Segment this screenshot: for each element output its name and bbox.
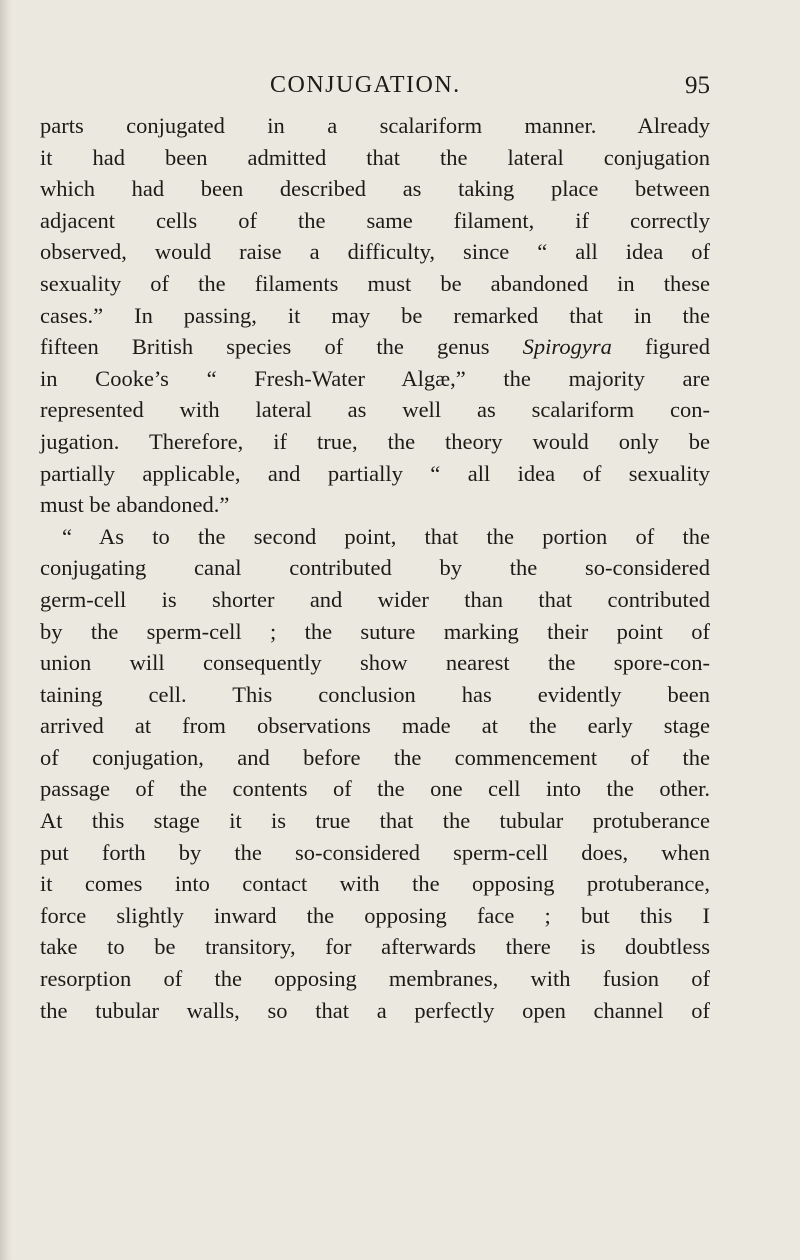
text-line: observed, would raise a difficulty, since “ all idea of (40, 239, 710, 265)
text-line: parts conjugated in a scalariform manner. Already (40, 113, 710, 138)
text-line: resorption of the opposing membranes, with fusion of (40, 966, 710, 992)
book-spine-edge (0, 0, 12, 1260)
text-line: jugation. Therefore, if true, the theory would only be (40, 428, 710, 454)
text-line: force slightly inward the opposing face ; but this I (40, 902, 710, 928)
text-line: union will consequently show nearest the spore-con- (40, 650, 710, 676)
text-line: conjugating canal contributed by the so-considered (40, 555, 710, 581)
text-line: germ-cell is shorter and wider than that contributed (40, 586, 710, 612)
text-line: passage of the contents of the one cell into the other. (40, 776, 710, 802)
text-line: partially applicable, and partially “ all idea of sexuality (40, 460, 710, 486)
text-line: At this stage it is true that the tubular protuberance (40, 808, 710, 834)
text-line: represented with lateral as well as scalariform con- (40, 397, 710, 423)
text-line: it had been admitted that the lateral conjugation (40, 144, 710, 170)
text-line: must be abandoned.” (40, 492, 230, 518)
book-page (40, 0, 770, 1260)
text-line: “ As to the second point, that the portion of the (62, 523, 710, 549)
body-text (40, 110, 710, 1026)
running-head (40, 72, 710, 112)
text-line: of conjugation, and before the commencement of the (40, 744, 710, 770)
text-line: it comes into contact with the opposing protuberance, (40, 871, 710, 897)
page-number: 95 (685, 72, 710, 99)
genus-name: Spirogyra (522, 334, 612, 360)
text-line: adjacent cells of the same filament, if correctly (40, 207, 710, 233)
text-line: taining cell. This conclusion has evidently been (40, 681, 710, 707)
text-segment: figured (611, 334, 710, 360)
text-line: arrived at from observations made at the early stage (40, 713, 710, 739)
running-title: CONJUGATION. (270, 72, 461, 98)
text-line: the tubular walls, so that a perfectly open channel of (40, 997, 710, 1023)
text-line: which had been described as taking place between (40, 176, 710, 202)
text-line: in Cooke’s “ Fresh-Water Algæ,” the majority are (40, 365, 710, 391)
text-line (40, 331, 710, 363)
text-line: sexuality of the filaments must be abandoned in these (40, 270, 710, 296)
text-line: cases.” In passing, it may be remarked that in the (40, 302, 710, 328)
text-line: by the sperm-cell ; the suture marking their point of (40, 618, 710, 644)
text-segment: fifteen British species of the genus (40, 334, 523, 360)
text-line: take to be transitory, for afterwards there is doubtless (40, 934, 710, 960)
text-line: put forth by the so-considered sperm-cell does, when (40, 839, 710, 865)
